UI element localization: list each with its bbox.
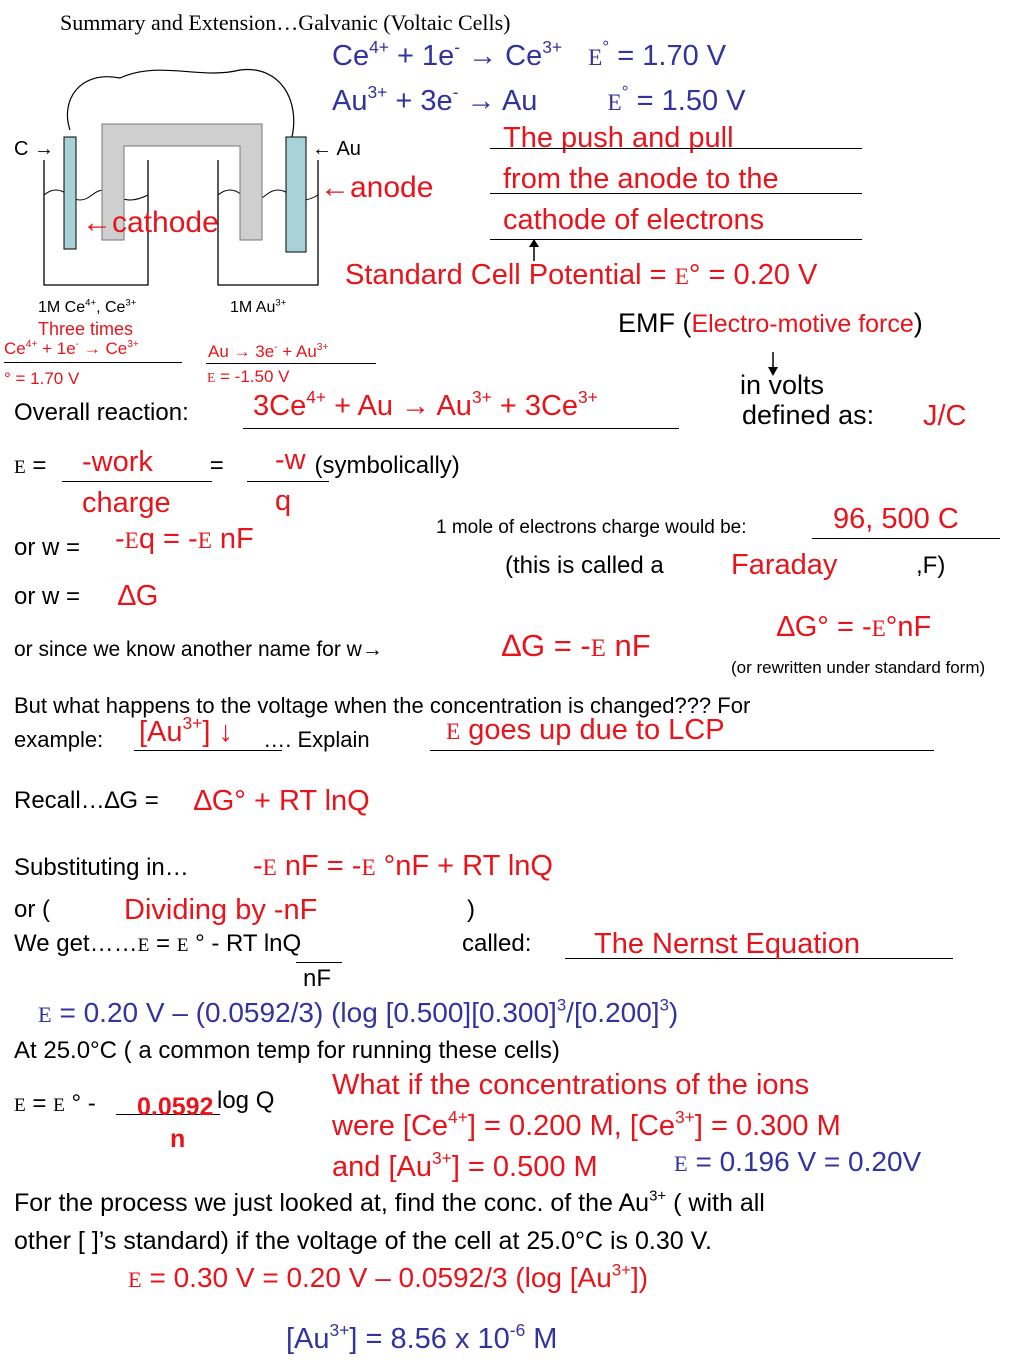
page-title: Summary and Extension…Galvanic (Voltaic Cells) xyxy=(60,10,511,35)
left-solution-surface xyxy=(44,190,148,200)
au-half-reaction: $Au^{3+} + 3e^- \to Au$ E° = 1.50 V xyxy=(332,81,746,117)
w-line-3-answer: ∆G = -E nF xyxy=(502,628,651,663)
nernst-denominator: nF xyxy=(303,965,332,992)
right-half-potential: E = -1.50 V xyxy=(207,367,290,386)
w-line-1-answer: -Eq = -E nF xyxy=(115,523,254,555)
nernst-calculation-2: E = 0.30 V = 0.20 V – 0.0592/3 (log $[Au^{3+}]$) xyxy=(128,1260,649,1293)
example-answer: $[Au^{3+}]$ ↓ xyxy=(139,712,233,748)
right-half-underline xyxy=(206,363,376,364)
standard-cell-potential: Standard Cell Potential = E° = 0.20 V xyxy=(345,259,818,291)
w-numerator: -w xyxy=(275,444,306,476)
dg-standard-note: (or rewritten under standard form) xyxy=(731,658,986,677)
what-if-line-2: were $[Ce^{4+}] = 0.200$ M, $[Ce^{3+}] = 0.300$ M xyxy=(332,1106,841,1142)
log-q: log Q xyxy=(217,1087,275,1114)
substituting-label: Substituting in… xyxy=(14,854,189,881)
process-line-1: For the process we just looked at, find the conc. of the $Au^{3+}$ ( with all xyxy=(14,1187,765,1217)
push-pull-underline-1 xyxy=(490,148,862,149)
or-paren-answer: Dividing by -nF xyxy=(124,894,318,926)
e-symbolic-line: E = = (symbolically) xyxy=(14,452,460,479)
nernst-fraction-bar xyxy=(296,962,342,963)
called-label: called: xyxy=(462,930,532,957)
process-line-2: other [ ]’s standard) if the voltage of the cell at 25.0°C is 0.30 V. xyxy=(14,1227,712,1255)
explain-answer: E goes up due to LCP xyxy=(446,714,725,746)
left-half-underline xyxy=(4,362,182,363)
emf-defined: defined as: xyxy=(742,400,875,430)
or-paren-open: or ( xyxy=(14,896,50,923)
explain-blank xyxy=(430,750,934,751)
question-line-2: example: …. Explain xyxy=(14,727,370,752)
push-pull-line-1: The push and pull xyxy=(503,122,734,154)
charge-denominator: charge xyxy=(82,487,171,519)
short-equation-numerator: 0.0592 xyxy=(137,1093,214,1121)
right-half-cell-reaction: $Au \to 3e^- + Au^{3+}$ xyxy=(208,341,329,361)
gold-electrode xyxy=(286,137,306,252)
example-blank xyxy=(134,750,282,751)
right-solution-label: 1M $Au^{3+}$ xyxy=(230,297,287,316)
substituting-answer: -E nF = -E °nF + RT lnQ xyxy=(253,850,553,882)
faraday-symbol: ,F) xyxy=(916,552,946,579)
gold-label: ← Au xyxy=(312,138,361,160)
left-solution-label: 1M $Ce^{4+}$, $Ce^{3+}$ xyxy=(38,297,137,316)
w-line-1-label: or w = xyxy=(14,534,81,561)
faraday-question: 1 mole of electrons charge would be: xyxy=(436,517,747,538)
work-numerator: -work xyxy=(82,446,153,478)
nernst-calculation-1: E = 0.20 V – (0.0592/3) (log $[0.500][0.300]^3/[0.200]^3$) xyxy=(38,995,679,1028)
short-nernst-equation: E = E ° - xyxy=(14,1090,96,1117)
e-w-blank xyxy=(247,481,329,482)
w-line-3-label: or since we know another name for w→ xyxy=(14,638,383,661)
what-if-line-1: What if the concentrations of the ions xyxy=(332,1069,810,1101)
dg-standard-form: ∆G° = -E°nF xyxy=(777,611,932,643)
nernst-equation-name: The Nernst Equation xyxy=(594,928,860,960)
three-times-note: Three times xyxy=(38,319,134,339)
what-if-line-3: and $[Au^{3+}] = 0.500$ M xyxy=(332,1147,598,1183)
left-half-cell-reaction: $Ce^{4+} + 1e^- \to Ce^{3+}$ xyxy=(4,338,139,358)
e-work-blank xyxy=(62,481,212,482)
question-line-1: But what happens to the voltage when the concentration is changed??? For xyxy=(14,693,751,718)
carbon-electrode xyxy=(64,137,76,249)
overall-reaction-answer: $3Ce^{4+} + Au \to Au^{3+} + 3Ce^{3+}$ xyxy=(253,386,598,422)
push-pull-underline-3 xyxy=(490,239,862,240)
or-paren-close: ) xyxy=(467,896,475,923)
galvanic-cell-diagram xyxy=(0,40,340,340)
emf-units: in volts xyxy=(740,370,825,400)
what-if-result: E = 0.196 V = 0.20V xyxy=(674,1146,922,1177)
faraday-name: Faraday xyxy=(731,549,838,581)
faraday-blank xyxy=(812,538,1000,539)
left-half-potential: ° = 1.70 V xyxy=(4,369,80,388)
recall-label: Recall…∆G = xyxy=(14,787,159,814)
w-line-2-answer: ∆G xyxy=(118,580,159,612)
final-answer: $[Au^{3+}] = 8.56$ x $10^{-6}$ M xyxy=(286,1319,558,1355)
push-pull-line-3: cathode of electrons xyxy=(503,204,765,236)
push-pull-line-2: from the anode to the xyxy=(503,163,779,195)
we-get-line: We get……E = E ° - RT lnQ xyxy=(14,930,302,957)
overall-reaction-blank xyxy=(243,428,679,429)
carbon-label: C → xyxy=(14,138,54,160)
short-equation-denominator: n xyxy=(170,1125,186,1153)
push-pull-underline-2 xyxy=(490,193,862,194)
cathode-label: ←cathode xyxy=(82,206,219,239)
w-line-2-label: or w = xyxy=(14,583,81,610)
at-25-note: At 25.0°C ( a common temp for running these cells) xyxy=(14,1037,560,1064)
q-denominator: q xyxy=(275,485,292,517)
anode-label: ←anode xyxy=(320,171,434,204)
overall-reaction-label: Overall reaction: xyxy=(14,399,189,426)
faraday-called: (this is called a xyxy=(505,552,664,579)
emf-jc: J/C xyxy=(923,400,967,432)
faraday-answer: 96, 500 C xyxy=(833,503,959,535)
ce-half-reaction: $Ce^{4+} + 1e^- \to Ce^{3+}$ E° = 1.70 V xyxy=(332,36,727,72)
recall-answer: ∆G° + RT lnQ xyxy=(194,785,370,817)
emf-line: EMF (Electro-motive force) xyxy=(618,308,923,338)
